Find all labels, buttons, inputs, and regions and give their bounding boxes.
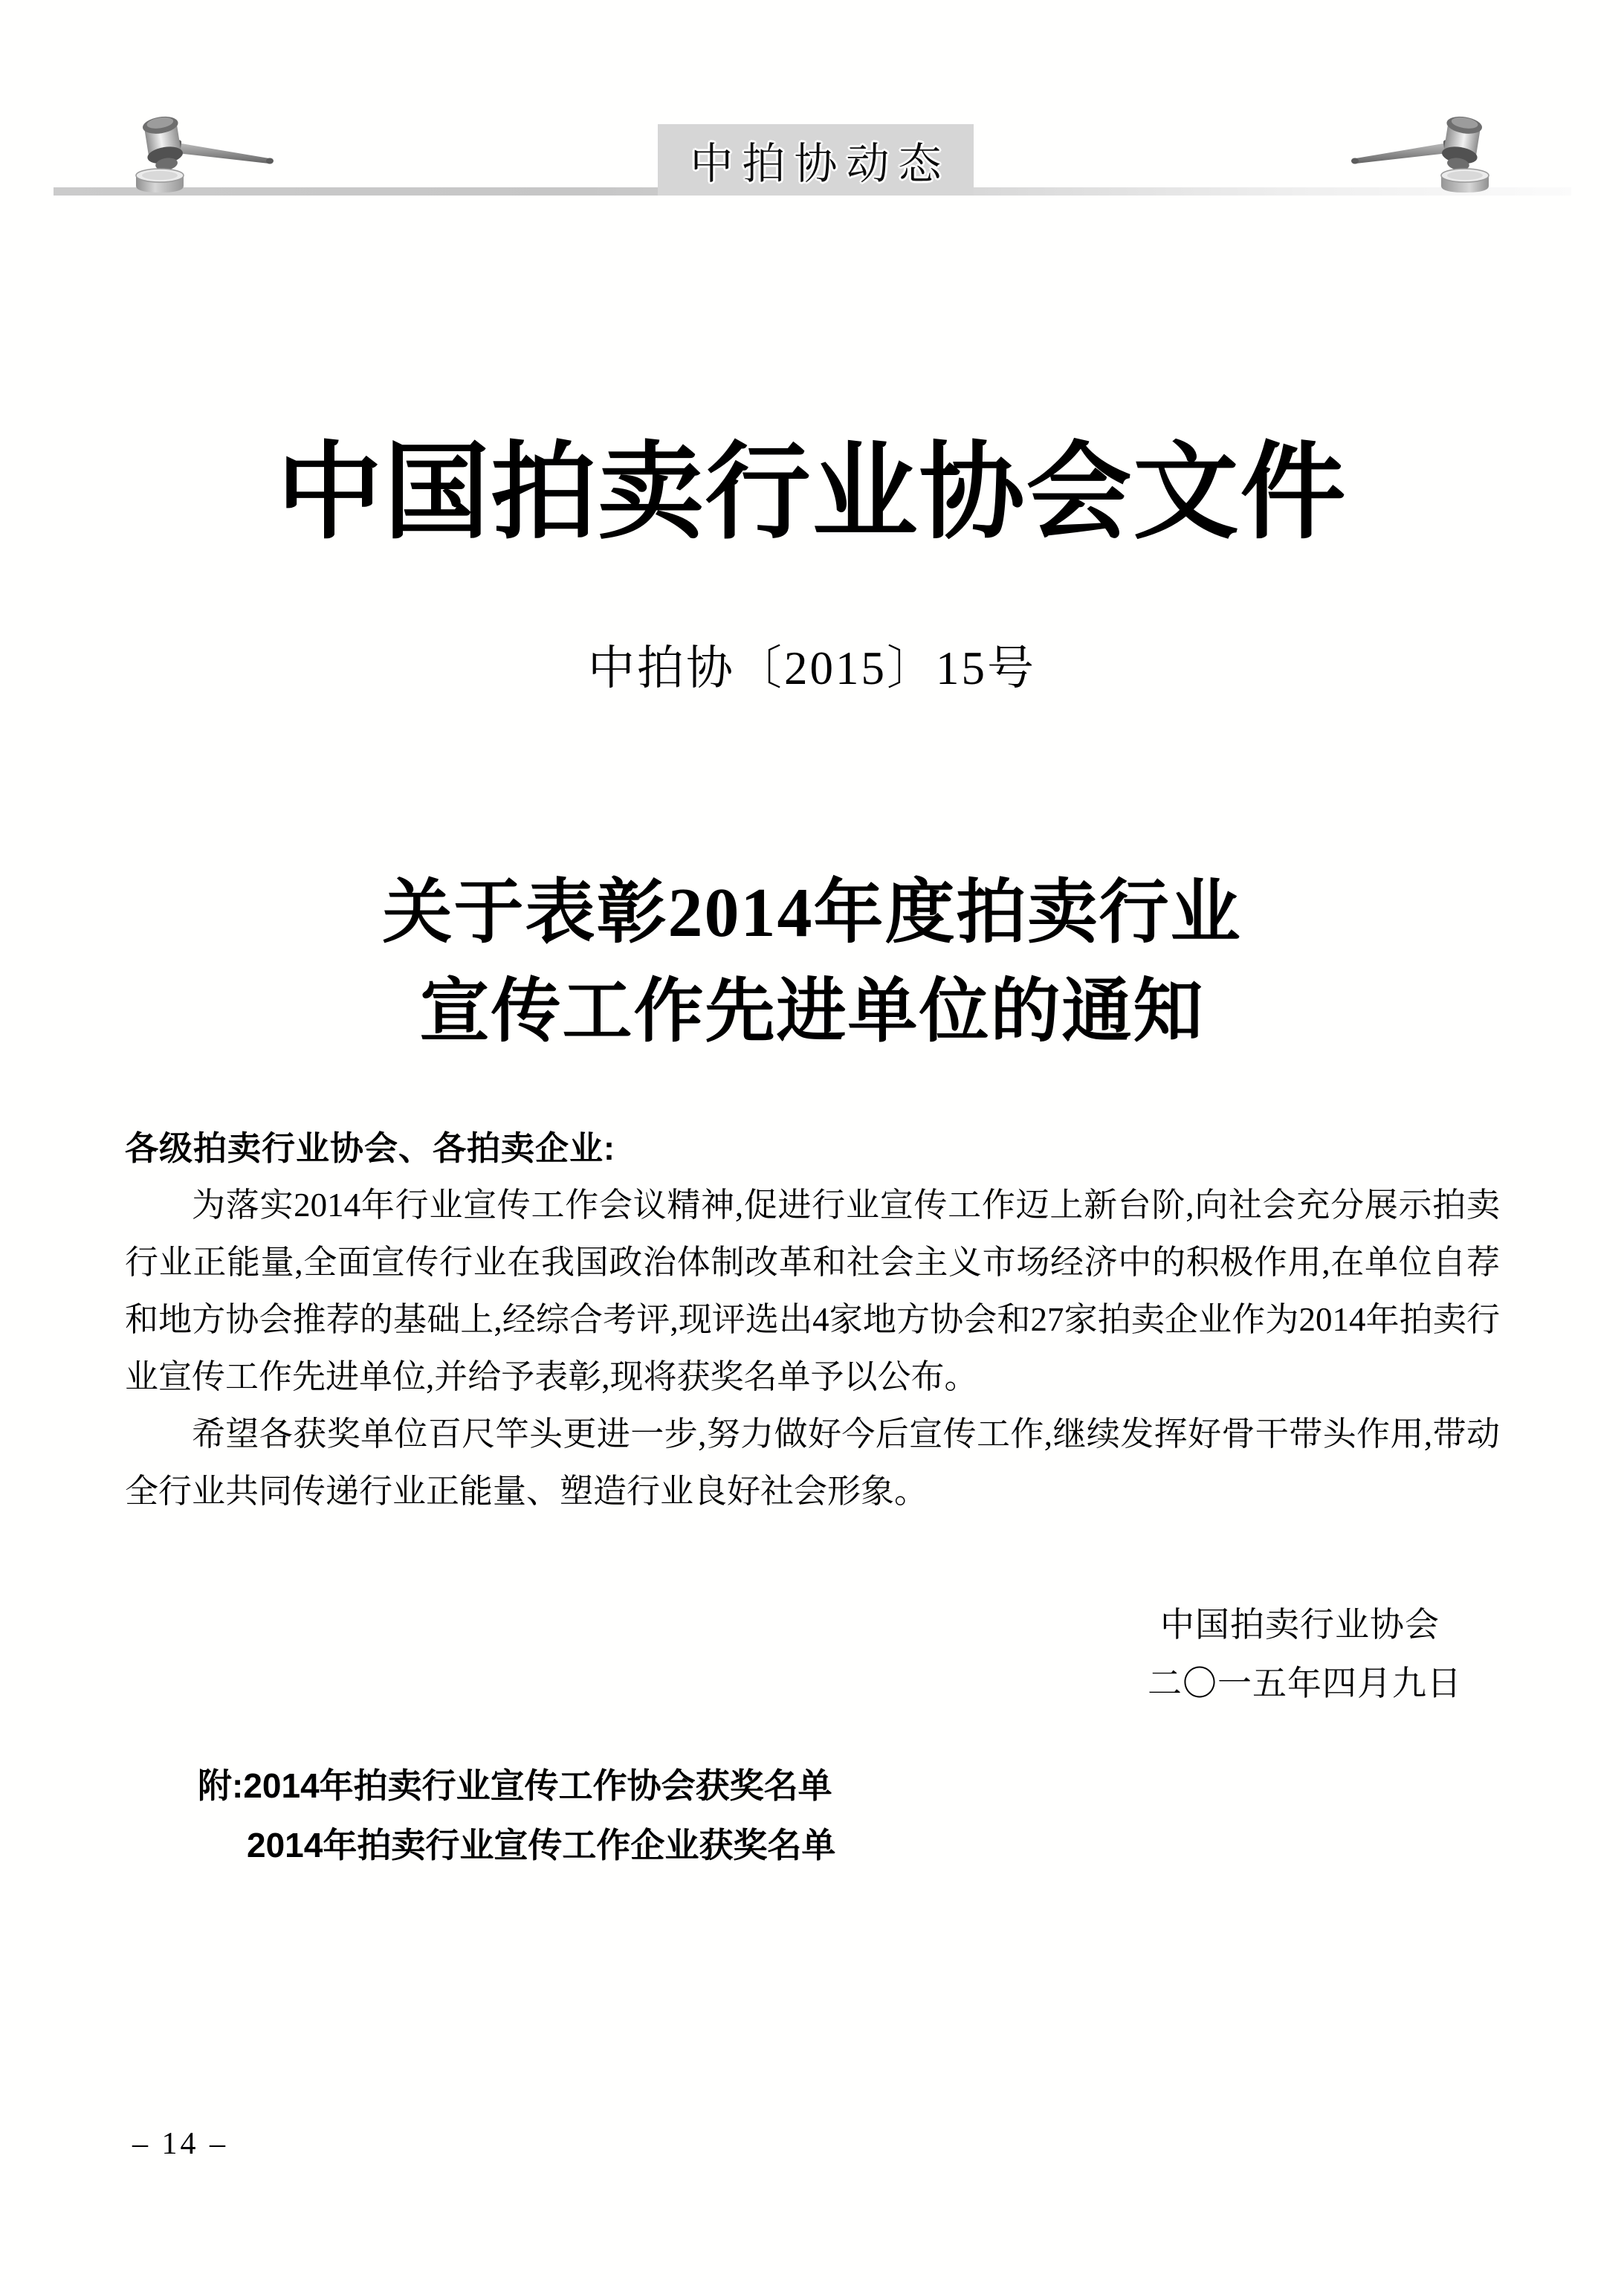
page-number: – 14 –: [132, 2127, 228, 2161]
gavel-icon-mirrored: [1336, 112, 1507, 197]
subject-title-line2: 宣传工作先进单位的通知: [419, 973, 1205, 1050]
attachment-line-2: 2014年拍卖行业宣传工作企业获奖名单: [247, 1826, 836, 1864]
signature-date: 二〇一五年四月九日: [1148, 1664, 1462, 1702]
document-body: [125, 1120, 1500, 1520]
attachment-line-1: 附:2014年拍卖行业宣传工作协会获奖名单: [198, 1766, 832, 1805]
document-number: 中拍协〔2015〕15号: [588, 642, 1036, 694]
body-paragraph-1: 为落实2014年行业宣传工作会议精神,促进行业宣传工作迈上新台阶,向社会充分展示拍卖行业正能量,全面宣传行业在我国政治体制改革和社会主义市场经济中的积极作用,在单位自荐和地方协会推荐的基础上,经综合考评,现评选出4家地方协会和27家拍卖企业作为2014年拍卖行业宣传工作先进单位,并给予表彰,现将获奖名单予以公布。: [125, 1186, 1500, 1395]
section-label-box: [658, 124, 974, 196]
signature-block: [1148, 1595, 1462, 1713]
org-document-title: 中国拍卖行业协会文件: [276, 434, 1348, 552]
subject-title: [0, 864, 1624, 1062]
body-paragraph-2: 希望各获奖单位百尺竿头更进一步,努力做好今后宣传工作,继续发挥好骨干带头作用,带动全行业共同传递行业正能量、塑造行业良好社会形象。: [125, 1415, 1500, 1510]
salutation: 各级拍卖行业协会、各拍卖企业:: [125, 1129, 615, 1167]
attachments-block: [198, 1756, 835, 1875]
section-label: 中拍协动态: [690, 140, 951, 188]
gavel-icon: [117, 112, 288, 197]
signature-organization: 中国拍卖行业协会: [1160, 1606, 1440, 1644]
subject-title-line1: 关于表彰2014年度拍卖行业: [382, 874, 1242, 952]
